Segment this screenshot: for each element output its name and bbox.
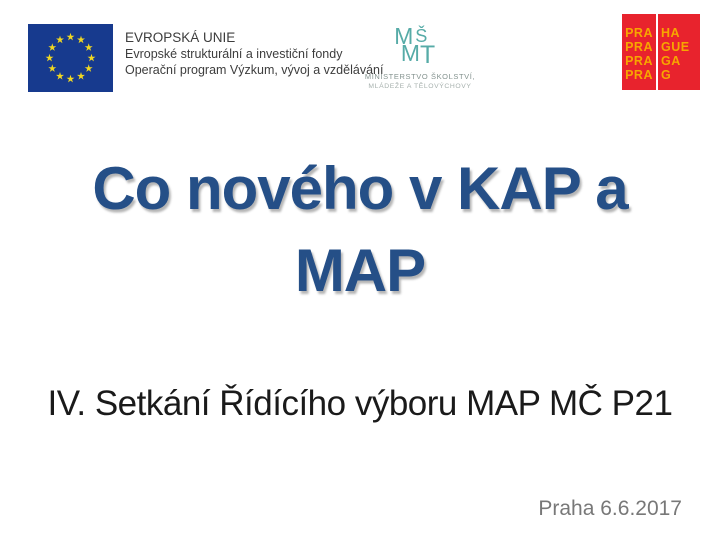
eu-logo-title: EVROPSKÁ UNIE — [125, 30, 236, 45]
praha-logo-cell: PRA — [625, 68, 653, 82]
svg-text:M: M — [400, 40, 420, 66]
slide-subtitle: IV. Setkání Řídícího výboru MAP MČ P21 — [47, 384, 673, 423]
msmt-monogram-icon — [392, 24, 448, 66]
praha-logo-cell: PRA — [625, 40, 653, 54]
eu-logo-text — [125, 24, 383, 92]
slide-title — [0, 148, 720, 312]
praha-logo-cell: G — [661, 68, 672, 82]
praha-logo-cell: HA — [661, 26, 681, 40]
svg-text:M: M — [394, 24, 414, 50]
msmt-ministry-line2: MLÁDEŽE A TĚLOVÝCHOVY — [368, 83, 472, 90]
eu-logo-subtitle-funds: Evropské strukturální a investiční fondy — [125, 47, 343, 61]
msmt-ministry-line1: MINISTERSTVO ŠKOLSTVÍ, — [364, 72, 476, 81]
eu-logo-subtitle-program: Operační program Výzkum, vývoj a vzdělávání — [125, 63, 384, 77]
praha-logo-left-column — [622, 14, 658, 90]
praha-logo-right-column — [658, 14, 700, 90]
praha-logo-cell: GUE — [661, 40, 690, 54]
praha-logo-cell: GA — [661, 54, 681, 68]
praha-logo-cell: PRA — [625, 54, 653, 68]
slide-date: Praha 6.6.2017 — [538, 497, 682, 520]
svg-text:T: T — [420, 42, 436, 66]
slide-title-line1: Co nového v KAP a — [92, 155, 628, 222]
slide-title-line2: MAP — [294, 237, 426, 304]
praha-logo-cell: PRA — [625, 26, 653, 40]
praha-logo — [622, 14, 700, 90]
svg-text:Š: Š — [415, 26, 428, 47]
eu-flag-icon — [28, 24, 113, 92]
msmt-logo — [350, 24, 490, 90]
eu-logo — [28, 24, 383, 92]
